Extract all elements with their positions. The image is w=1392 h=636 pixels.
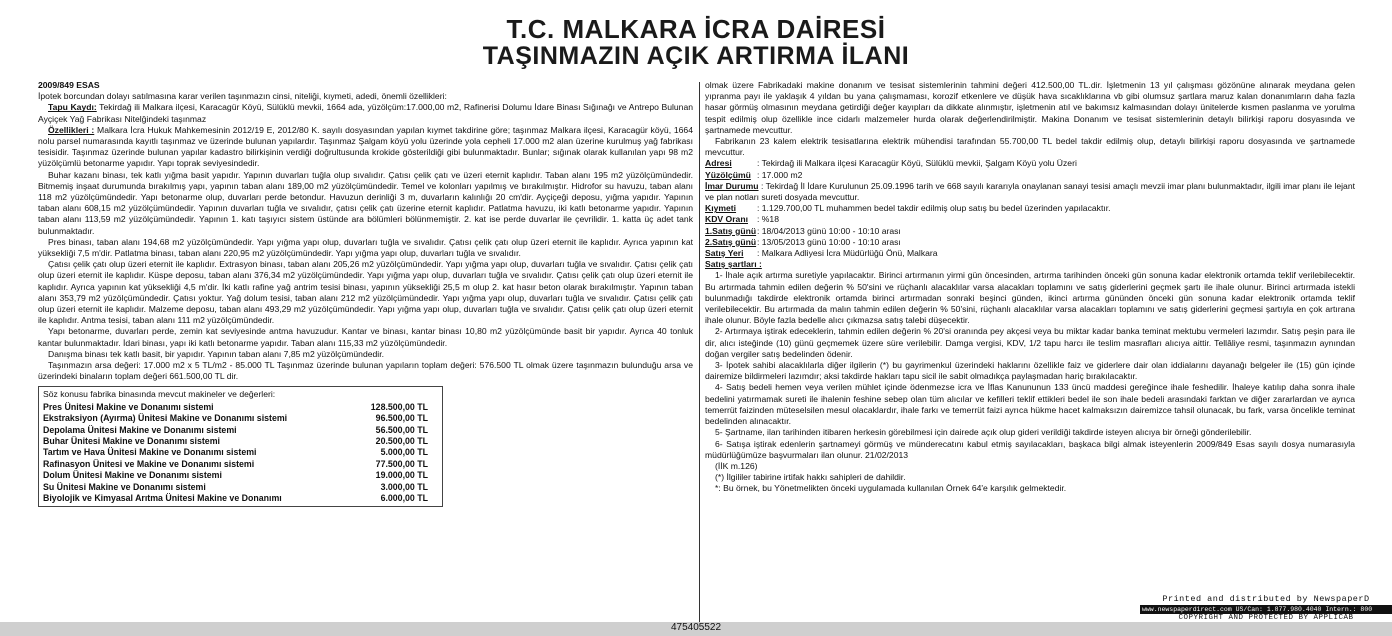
paragraph: Fabrikanın 23 kalem elektrik tesisatlarına elektrik mühendisi tarafından 55.700,00 TL bedel takdir edilmiş olup, detaylı bilirkişi raporu dosyasında ve şartnamede mevcuttur. [705,136,1355,158]
conditions-heading: Satış şartları : [705,259,762,270]
zoning-row [705,181,1355,203]
second-sale-row [705,237,1355,248]
machine-name: Pres Ünitesi Makine ve Donanımı sistemi [43,401,214,412]
stamp-line: COPYRIGHT AND PROTECTED BY APPLICAB [1178,614,1354,622]
document-id: 475405522 [670,622,722,633]
table-row [43,459,438,470]
area-value: : 17.000 m2 [757,169,803,180]
address-row [705,158,1355,169]
second-sale-label: 2.Satış günü [705,236,757,247]
table-row [43,470,438,481]
right-column [705,80,1355,495]
ozellikler-label: Özellikleri : [48,124,95,135]
vat-row [705,214,1355,225]
left-column [38,80,693,507]
office-title: T.C. MALKARA İCRA DAİRESİ [506,14,886,44]
condition-item: 2- Artırmaya iştirak edeceklerin, tahmin edilen değerin % 20'si oranında pey akçesi veya bu miktar kadar banka teminat mektubu vermeleri lazımdır. Satış peşin para ile dir, alıcı isteğinde (10) günü geçmemek üzere süre verilebilir. Damga vergisi, KDV, 1/2 tapu harcı ile teslim masrafları alıcıya aittir. Tellâliye resmi, taşınmazın aynından doğan vergiler satış bedelinden ödenir. [705,326,1355,359]
machine-table [38,386,443,507]
tapu-text: Tekirdağ ili Malkara ilçesi, Karacagür Köyü, Sülüklü mevkii, 1664 ada, yüzölçüm:17.000,00 m2, Rafinerisi Dolumu İdare Binası Sığınağı ve Antrepo Bulunan Ayçiçek Yağ Fabrikası Nitelğindeki taşınmaz [38,102,693,124]
machine-value: 19.000,00 TL [375,470,428,481]
machine-name: Su Ünitesi Makine ve Donanımı sistemi [43,481,206,492]
footnote: *: Bu örnek, bu Yönetmelikten önceki uygulamada kullanılan Örnek 64'e karşılık gelmektedir. [715,483,1067,494]
machine-name: Biyolojik ve Kimyasal Arıtma Ünitesi Makine ve Donanımı [43,492,282,503]
machine-value: 5.000,00 TL [380,447,428,458]
address-label: Adresi [705,158,732,169]
paragraph: Buhar kazanı binası, tek katlı yığma basit yapıdır. Yapının duvarları tuğla olup sıvalıdır. Çatısı çelik çatı ve üzeri eternit kaplıdır. Taban alanı 195 m2 yüzölçümündedir. Bitmemiş inşaat durumunda bırakılmış yapı, yapının taban alanı 189,00 m2 yüzölçümündedir. Temel ve kolonları yapılmış ve bırakılmıştır. Hidrofor su havuzu, taban alanı 118 m2 yüzölçümündedir. Yapı betonarme olup, duvarları perde betondur. Havuzun derinliği 3 m, duvarların kalınlığı 20 cm'dir. Ayçiçeği deposu, yığma yapıdır. Yapının taban alanı 608,15 m2 yüzölçümündedir. Yapının duvarları tuğla ve sıvalıdır, çatısı çelik çatı üzerine eternit kaplıdır. Patlatma havuzu, iki katlı betonarme yapıdır. Yapının taban alanı 113,59 m2 yüzölçümündedir. Yapının 1. katı taşıyıcı sistem üstünde ara bölümleri bölünmemiştir. 2. kat ise perde duvarlar ile çevrilidir. 1. katta üç adet tank bulunmaktadır. [38,169,693,236]
zoning-value: : Tekirdağ İl İdare Kurulunun 25.09.1996 tarih ve 668 sayılı kararıyla onaylanan sanayi tesisi amaçlı mevzii imar planı bulunmaktadır, ilgili imar planı ile lejant ve plan notları sureti dosyada mevcuttur. [705,180,1356,203]
announcement-title: TAŞINMAZIN AÇIK ARTIRMA İLANI [482,42,910,70]
vat-value: : %18 [757,214,779,225]
sale-place-label: Satış Yeri [705,248,744,259]
table-row [43,493,438,504]
stamp-line: www.newspaperdirect.com US/Can: 1.877.980.4040 Intern.: 800 [1140,605,1392,614]
paragraph: Danışma binası tek katlı basit, bir yapıdır. Yapının taban alanı 7,85 m2 yüzölçümündedir. [48,348,384,359]
paragraph: Yapı betonarme, duvarları perde, zemin kat seviyesinde antma havuzudur. Kantar ve binası, kantar binası 10,80 m2 yüzölçümünde basit bir yapıdır. Ayrıca 40 tonluk kantar bulunmaktadır. İdari binası, yapı iki katlı betonarme yapıdır. Taban alanı 115,33 m2 yüzölçümündedir. [38,326,693,348]
paragraph: Taşınmazın arsa değeri: 17.000 m2 x 5 TL/m2 - 85.000 TL Taşınmaz üzerinde bulunan yapıların toplam değeri: 576.500 TL olmak üzere taşınmazın bulunduğu arsa ve üzerindeki binaların toplam değeri 661.500,00 TL dir. [38,360,693,382]
first-sale-label: 1.Satış günü [705,225,757,236]
sale-place-value: : Malkara Adliyesi İcra Müdürlüğü Önü, Malkara [757,248,938,259]
condition-item: 3- İpotek sahibi alacaklılarla diğer ilgilerin (*) bu gayrimenkul üzerindeki haklarını özellikle faiz ve giderlere dair olan iddialarını dayanağı belgeler ile (15) gün içinde dairemize bildirmeleri lazımdır; aksi takdirde hakları tapu sicil ile sabit olmadıkça paylaşmadan hariç bırakılacaktır. [705,360,1355,382]
first-sale-value: : 18/04/2013 günü 10:00 - 10:10 arası [757,225,901,236]
table-row [43,402,438,413]
machine-name: Rafinasyon Ünitesi ve Makine ve Donanımı sistemi [43,458,255,469]
machine-value: 77.500,00 TL [375,458,428,469]
value-label: Kıymeti [705,203,737,214]
address-value: : Tekirdağ ili Malkara ilçesi Karacagür Köyü, Sülüklü mevkii, Şalgam Köyü yolu Üzeri [757,158,1077,169]
value-value: : 1.129.700,00 TL muhammen bedel takdir edilmiş olup satış bu bedel üzerinden yapılacaktır. [757,203,1111,214]
table-row [43,482,438,493]
condition-item: 4- Satış bedeli hemen veya verilen mühlet içinde ödenmezse icra ve İflas Kanununun 133 üncü maddesi gereğince ihale feshedilir. İhaleye katılıp daha sonra ihale bedelini yatırmamak sureti ile ihalenin feshine sebep olan tüm alıcılar ve kefilleri teklif ettikleri bedel ile son ihale bedeli arasındaki farktan ve diğer zararlardan ve ayrıca temerrüt faizinden müteselsilen mesul olacaklardır, ihale farkı ve temerrüt faizi ayrıca hükme hacet kalmaksızın dairemizce tahsil olunacak, bu fark, varsa öncelikle teminat bedelinden alınacaktır. [705,382,1355,427]
ozellikler-text: Malkara İcra Hukuk Mahkemesinin 2012/19 E, 2012/80 K. sayılı dosyasından yapılan kıymet takdirine göre; taşınmaz Malkara ilçesi, Karacagür köyü, 1664 nolu parsel numarasında kayıtlı taşınmaz ve üzerinde bulunan yapılardır. Taşınmaz Şalgam köyü yolu üzerinde yola cepheli 17.000 m2 alan üzerine kurulmuş yağ fabrikası tesisidir. Taşınmaz üzerinde bulunan yapılar kadastro bilirkişinin verdiği doğrultusunda krokide gösterildiği gibi bulunmaktadır. Bunlar; sığınak olarak kullanılan yapı 98 m2 yüzölçümlü betonarme yapıdır. Yapı toprak seviyesindedir. [38,124,693,169]
area-row [705,170,1355,181]
machine-name: Dolum Ünitesi Makine ve Donanımı sistemi [43,470,222,481]
machine-name: Ekstraksiyon (Ayırma) Ünitesi Makine ve Donanımı sistemi [43,413,288,424]
machine-value: 56.500,00 TL [375,424,428,435]
zoning-label: İmar Durumu [705,180,759,191]
paragraph: Pres binası, taban alanı 194,68 m2 yüzölçümündedir. Yapı yığma yapı olup, duvarları tuğla ve sıvalıdır. Çatısı çelik çatı olup üzeri eternit ile kaplıdır. Ayrıca yapının kat yüksekliği 7,5 m'dir. Patlatma binası, taban alanı 220,95 m2 yüzölçümündedir. Yapı yığma yapı olup, duvarları tuğla ve sıvalıdır. [38,236,693,259]
table-row [43,447,438,458]
case-number: 2009/849 ESAS [38,80,100,90]
condition-item: 6- Satışa iştirak edenlerin şartnameyi görmüş ve münderecatını kabul etmiş sayılacakları, başkaca bilgi almak isteyenlerin 2009/849 Esas sayılı dosya numarasıyla müdürlüğümüze başvurmaları ilan olunur. 21/02/2013 [705,438,1355,460]
machine-table-caption: Söz konusu fabrika binasında mevcut makineler ve değerleri: [43,389,276,400]
second-sale-value: : 13/05/2013 günü 10:00 - 10:10 arası [757,236,901,247]
intro-text: İpotek borcundan dolayı satılmasına karar verilen taşınmazın cinsi, niteliği, kıymeti, adedi, önemli özellikleri: [38,91,447,102]
machine-value: 6.000,00 TL [380,492,428,503]
ozellikler-paragraph [38,125,693,170]
paragraph: olmak üzere Fabrikadaki makine donanım ve tesisat sistemlerinin tahmini değeri 412.500,00 TL.dir. İşletmenin 13 yıl çalışması gözönüne alınarak meydana gelen yıpranma payı ile yaklaşık 4 yıldan bu yana çalışmaması, korozif etkenlere ve düşük hava sıcaklıklarına vb gibi olumsuz şartlara maruz kalan donanımların daha fazla hasar görmüş olmasının meydana getirdiği değer kayıpları da dikkate alınmıştır, işletmenin atıl ve bakımsız kalmasından dolayı ünitelerde kısmen paslanma ve yorulma tespit edilmiş olup özellikle ince cidarlı malzemeler hurda olarak değerlendirilmiştir. Makina Donanım ve tesisat sistemlerinin detaylı bilirkişi raporu dosyasında ve şartnamede mevcuttur. [705,80,1355,135]
machine-name: Depolama Ünitesi Makine ve Donanımı sistemi [43,424,237,435]
paragraph: Çatısı çelik çatı olup üzeri eternit ile kaplıdır. Extrasyon binası, taban alanı 205,26 m2 yüzölçümündedir. Yapı yığma yapı olup, duvarları tuğla ve sıvalıdır. Çatısı çelik çatı olup üzeri eternit ile kaplıdır. Küspe deposu, taban alanı 376,34 m2 yüzölçümündedir. Yapı yığma yapı olup, duvarları tuğla ve sıvalıdır. Çatısı çelik çatı olup üzeri eternit ile kaplıdır. Ayrıca yapının kat yüksekliği 4,5 m'dir. İki katlı rafine yağ antrim tesisi binası, yapının yüksekliği 25,5 m olup 2. kat hasır beton olarak bırakılmıştır. Yapının taban alanı 353,79 m2 yüzölçümündedir. Çatısı yoktur. Yağ dolum tesisi, taban alanı 212 m2 yüzölçümündedir. Yapı yığma yapı olup, duvarları tuğla ve sıvalıdır. Çatısı çelik çatı olup üzeri eternit ile kaplıdır. Malzeme deposu, taban alanı 493,29 m2 yüzölçümündedir. Yapı yığma yapı olup, duvarları tuğla ve sıvalıdır. Çatısı çelik çatı olup üzeri eternit ile kaplıdır. Antma tesisi, taban alanı 111 m2 yüzölçümündedir. [38,259,693,326]
machine-value: 20.500,00 TL [375,435,428,446]
tapu-label: Tapu Kaydı: [48,102,97,113]
stamp-line: Printed and distributed by NewspaperD [1162,594,1370,604]
vat-label: KDV Oranı [705,214,748,225]
condition-item: 5- Şartname, ilan tarihinden itibaren herkesin görebilmesi için dairede açık olup gideri verildiği takdirde isteyen alıcıya bir örneği gönderilebilir. [715,427,1252,438]
value-row [705,203,1355,214]
table-row [43,425,438,436]
machine-value: 128.500,00 TL [370,401,428,412]
machine-name: Tartım ve Hava Ünitesi Makine ve Donanımı sistemi [43,447,257,458]
machine-value: 3.000,00 TL [380,481,428,492]
table-row [43,436,438,447]
area-label: Yüzölçümü [705,169,751,180]
machine-name: Buhar Ünitesi Makine ve Donanımı sistemi [43,435,220,446]
law-reference: (İİK m.126) [715,460,758,471]
machine-value: 96.500,00 TL [375,413,428,424]
first-sale-row [705,226,1355,237]
tapu-paragraph [38,102,693,124]
condition-item: 1- İhale açık artırma suretiyle yapılacaktır. Birinci artırmanın yirmi gün öncesinden, artırma tarihinden önceki gün sonuna kadar elektronik ortamda teklif verilebilecektir. Bu artırmada tahmin edilen değerin % 50'sini ve rüçhanlı alacaklılar varsa alacakları toplamını ve satış giderlerini geçmek şartı ile ihale olunur. Birinci artırmada istekli bulunmadığı takdirde elektronik ortamda birinci artırmadan sonraki beşinci günden, ikinci artırma gününden önceki gün sonuna kadar elektronik ortamda teklif verilebilecektir. Bu artırmada da malın tahmin edilen değerin % 50'sini, rüçhanlı alacaklılar varsa alacakları toplamını ve satış giderlerini geçmesi şartıyla en çok artırana ihale olunur. Böyle fazla bedelle alıcı çıkmazsa satış talebi düşecektir. [705,270,1355,326]
column-divider [699,82,700,622]
table-row [43,413,438,424]
footnote: (*) İlgililer tabirine irtifak hakkı sahipleri de dahildir. [715,472,906,483]
sale-place-row [705,248,1355,259]
